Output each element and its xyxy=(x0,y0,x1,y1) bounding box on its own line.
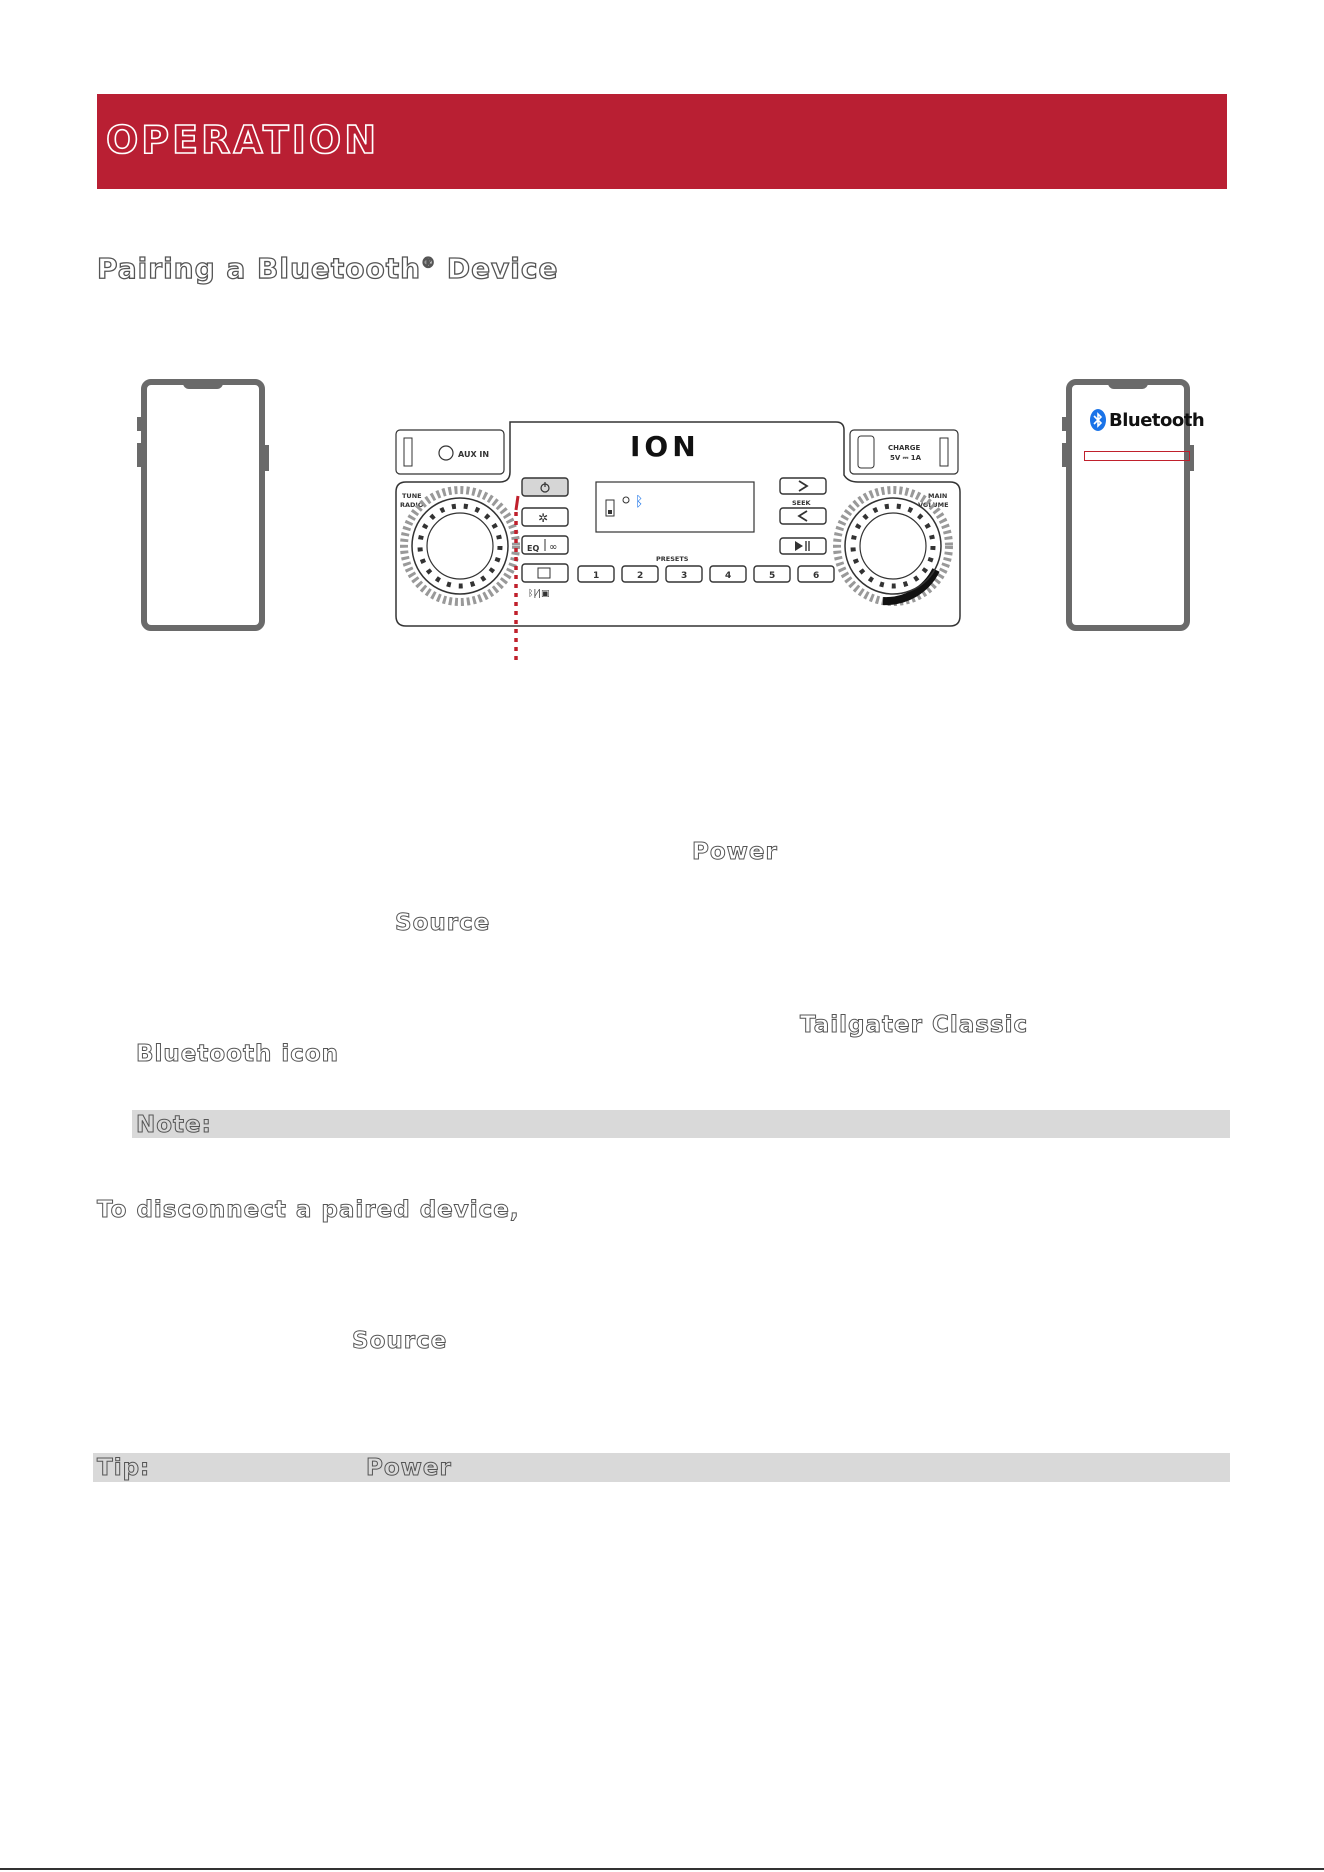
phone-side-button xyxy=(1190,445,1194,471)
tip-label: Tip: xyxy=(97,1455,151,1481)
section-heading-tail: Device xyxy=(436,252,559,285)
left-phone-illustration xyxy=(141,379,265,631)
page-title: OPERATION xyxy=(106,118,379,162)
main-volume-knob[interactable] xyxy=(837,490,949,602)
note-band xyxy=(132,1110,1230,1138)
source-mode-icons: ᛒ|⁄|▣ xyxy=(528,589,550,599)
disconnect-heading: To disconnect a paired device, xyxy=(97,1197,520,1223)
preset-button-2[interactable] xyxy=(622,566,658,582)
phone-notch xyxy=(1108,379,1148,389)
section-heading-text: Pairing a Bluetooth xyxy=(97,252,422,285)
charge-panel xyxy=(850,430,958,474)
phone-bluetooth-logo xyxy=(1090,409,1204,431)
lcd-display xyxy=(596,482,754,532)
phone-notch xyxy=(183,379,223,389)
eq-link-button[interactable] xyxy=(522,536,568,554)
display-power-icon xyxy=(623,497,629,503)
note-label: Note: xyxy=(136,1112,212,1138)
device-name-keyword: Tailgater Classic xyxy=(800,1012,1029,1038)
source-button[interactable] xyxy=(522,564,568,582)
tip-band xyxy=(93,1453,1230,1482)
power-keyword: Power xyxy=(692,839,778,865)
preset-label: 2 xyxy=(637,571,644,581)
phone-side-button xyxy=(265,445,269,471)
main-label: MAIN xyxy=(928,492,948,500)
phone-side-button xyxy=(1062,443,1066,467)
preset-button-5[interactable] xyxy=(754,566,790,582)
light-button[interactable] xyxy=(522,508,568,526)
eq-label: EQ xyxy=(527,544,540,553)
phone-side-button xyxy=(137,417,141,431)
svg-text:✲: ✲ xyxy=(538,511,549,525)
power-keyword-2: Power xyxy=(366,1455,452,1481)
play-pause-button[interactable] xyxy=(780,538,826,554)
preset-label: 1 xyxy=(593,571,600,581)
presets-label: PRESETS xyxy=(656,555,689,563)
ion-brand-logo: ION xyxy=(630,430,700,463)
display-bluetooth-icon: ᛒ xyxy=(635,494,644,510)
section-heading xyxy=(97,252,559,285)
preset-button-3[interactable] xyxy=(666,566,702,582)
preset-button-1[interactable] xyxy=(578,566,614,582)
charge-rating-label: 5V ⎓ 1A xyxy=(890,454,922,462)
volume-label: VOLUME xyxy=(918,501,949,509)
source-keyword: Source xyxy=(395,910,491,936)
bluetooth-icon-keyword: Bluetooth icon xyxy=(136,1041,340,1067)
bluetooth-device-list-item[interactable] xyxy=(1084,451,1190,461)
preset-button-6[interactable] xyxy=(798,566,834,582)
preset-label: 4 xyxy=(725,571,732,581)
phone-side-button xyxy=(137,443,141,467)
power-button-callout-line xyxy=(516,496,518,510)
footer-rule xyxy=(0,1868,1324,1870)
usb-charge-port[interactable] xyxy=(858,436,874,468)
seek-back-button[interactable] xyxy=(780,508,826,524)
svg-text:∞: ∞ xyxy=(549,542,558,553)
phone-side-button xyxy=(1062,417,1066,431)
seek-forward-button[interactable] xyxy=(780,478,826,494)
source-keyword-2: Source xyxy=(352,1328,448,1354)
radio-label: RADIO xyxy=(400,501,424,509)
right-phone-illustration xyxy=(1066,379,1205,631)
preset-label: 3 xyxy=(681,571,688,581)
bluetooth-icon xyxy=(1090,409,1106,431)
preset-label: 5 xyxy=(769,571,776,581)
seek-label: SEEK xyxy=(792,499,811,507)
charge-label: CHARGE xyxy=(888,444,921,452)
preset-button-4[interactable] xyxy=(710,566,746,582)
power-button[interactable] xyxy=(522,478,568,496)
tune-label: TUNE xyxy=(402,492,422,500)
preset-label: 6 xyxy=(813,571,820,581)
aux-in-label: AUX IN xyxy=(458,450,490,459)
bluetooth-wordmark: Bluetooth xyxy=(1109,409,1205,431)
aux-in-jack[interactable] xyxy=(439,446,453,460)
registered-mark: ® xyxy=(421,255,437,272)
speaker-control-panel-diagram xyxy=(388,420,968,670)
